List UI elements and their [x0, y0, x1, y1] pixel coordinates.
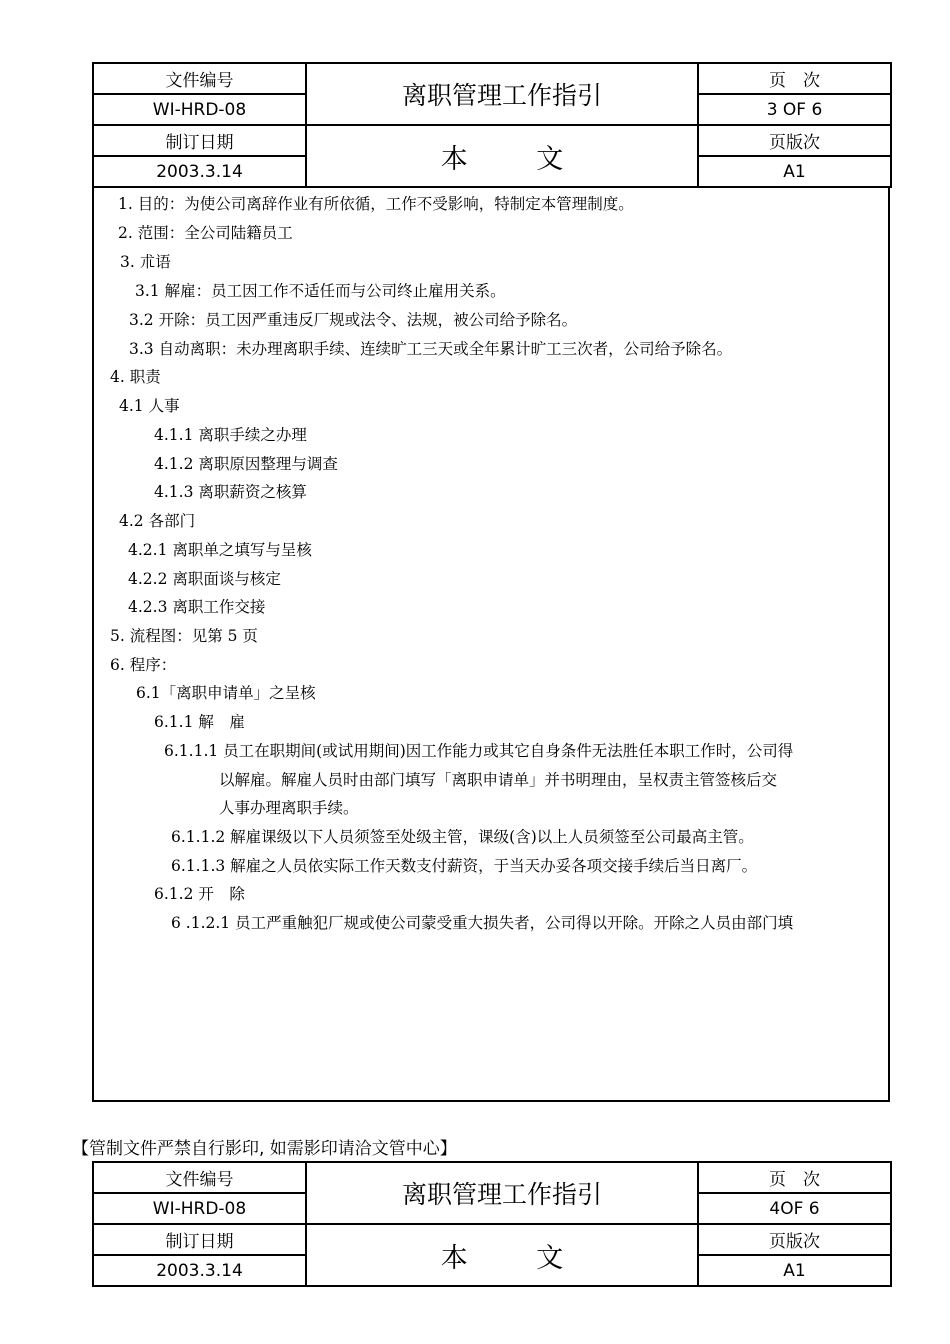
- text-line: 6.1.2 开 除: [154, 885, 245, 903]
- control-notice: 【管制文件严禁自行影印, 如需影印请洽文管中心】: [72, 1139, 457, 1159]
- text-line: 4.1.1 离职手续之办理: [154, 426, 307, 444]
- text-line: 6. 程序：: [110, 656, 177, 674]
- text-line: 6.1「离职申请单」之呈核: [136, 684, 316, 702]
- date-label: 制订日期: [93, 125, 306, 156]
- section-label: 本 文: [306, 125, 698, 187]
- revision-value: A1: [698, 156, 891, 187]
- text-line: 6.1.1.1 员工在职期间(或试用期间)因工作能力或其它自身条件无法胜任本职工作时，公司得: [164, 742, 794, 760]
- text-line: 3.2 开除：员工因严重违反厂规或法令、法规，被公司给予除名。: [129, 311, 578, 329]
- text-line: 3. 朮语: [120, 253, 171, 271]
- text-line: 6.1.1.2 解雇课级以下人员须签至处级主管，课级(含)以上人员须签至公司最高主管。: [171, 828, 754, 846]
- text-line: 3.3 自动离职：未办理离职手续、连续旷工三天或全年累计旷工三次者，公司给予除名。: [129, 340, 733, 358]
- section-label: 本 文: [306, 1224, 698, 1286]
- text-line: 6.1.1.3 解雇之人员依实际工作天数支付薪资，于当天办妥各项交接手续后当日离厂。: [171, 857, 758, 875]
- date-value: 2003.3.14: [93, 156, 306, 187]
- revision-label: 页版次: [698, 1224, 891, 1255]
- doc-no: WI-HRD-08: [93, 94, 306, 125]
- doc-no-label: 文件编号: [93, 1162, 306, 1193]
- page3-header-table: [92, 62, 892, 188]
- doc-title: 离职管理工作指引: [306, 1162, 698, 1224]
- text-line: 4.2.2 离职面谈与核定: [128, 570, 281, 588]
- text-line: 4.1.2 离职原因整理与调查: [154, 455, 338, 473]
- text-line: 4.2.1 离职单之填写与呈核: [128, 541, 312, 559]
- page-number: 4OF 6: [698, 1193, 891, 1224]
- date-label: 制订日期: [93, 1224, 306, 1255]
- text-line: 6.1.1 解 雇: [154, 713, 245, 731]
- text-line: 4.1 人事: [119, 397, 180, 415]
- text-line: 1. 目的：为使公司离辞作业有所依循，工作不受影响，特制定本管理制度。: [118, 195, 634, 213]
- doc-no-label: 文件编号: [93, 63, 306, 94]
- revision-label: 页版次: [698, 125, 891, 156]
- page4-header-table: [92, 1161, 892, 1287]
- revision-value: A1: [698, 1255, 891, 1286]
- doc-title: 离职管理工作指引: [306, 63, 698, 125]
- text-line: 3.1 解雇：员工因工作不适任而与公司终止雇用关系。: [135, 282, 506, 300]
- text-line: 2. 范围：全公司陆籍员工: [118, 224, 293, 242]
- doc-no: WI-HRD-08: [93, 1193, 306, 1224]
- date-value: 2003.3.14: [93, 1255, 306, 1286]
- text-line: 4.2 各部门: [119, 512, 196, 530]
- page-label: 页 次: [698, 1162, 891, 1193]
- text-line: 以解雇。解雇人员时由部门填写「离职申请单」并书明理由，呈权责主管签核后交: [219, 771, 778, 789]
- text-line: 5. 流程图：见第 5 页: [110, 627, 258, 645]
- page-label: 页 次: [698, 63, 891, 94]
- text-line: 4.1.3 离职薪资之核算: [154, 483, 307, 501]
- text-line: 人事办理离职手续。: [219, 799, 359, 817]
- page-number: 3 OF 6: [698, 94, 891, 125]
- text-line: 6 .1.2.1 员工严重触犯厂规或使公司蒙受重大损失者，公司得以开除。开除之人员由部门填: [171, 914, 794, 932]
- text-line: 4.2.3 离职工作交接: [128, 598, 266, 616]
- text-line: 4. 职责: [110, 368, 161, 386]
